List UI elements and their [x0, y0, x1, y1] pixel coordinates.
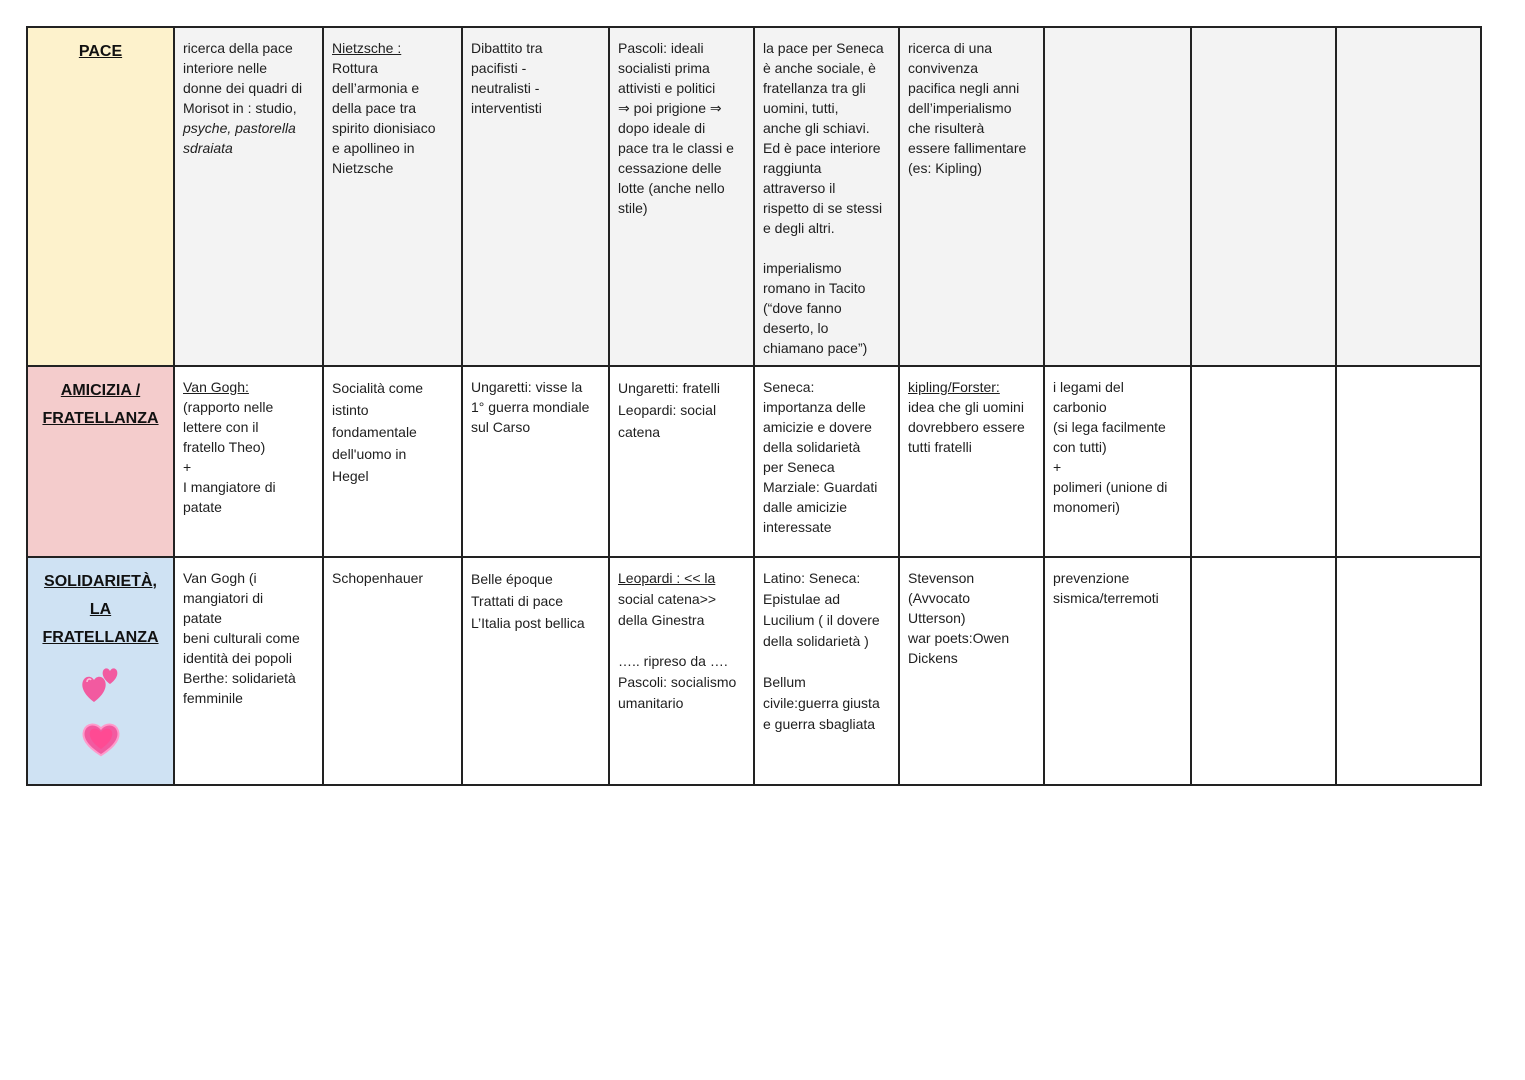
cell-line: Hegel [332, 468, 369, 484]
cell-line: che risulterà [908, 120, 985, 136]
cell-line: Stevenson [908, 570, 975, 586]
cell-line: Pascoli: socialismo [618, 674, 737, 690]
cell-line: monomeri) [1053, 499, 1120, 515]
cell-line: lettere con il [183, 419, 259, 435]
cell-line: e apollineo in [332, 140, 415, 156]
cell-line: Nietzsche : [332, 40, 402, 56]
cell-line: romano in Tacito [763, 280, 866, 296]
cell-line: cessazione delle [618, 160, 722, 176]
cell-solidarieta-7 [1044, 557, 1191, 785]
cell-line [763, 238, 890, 258]
cell-pace-6 [899, 27, 1044, 366]
cell-pace-1 [174, 27, 323, 366]
cell-line: civile:guerra giusta [763, 695, 880, 711]
cell-line: catena [618, 424, 661, 440]
cell-pace-2 [323, 27, 462, 366]
cell-line: L’Italia post bellica [471, 615, 585, 631]
cell-line [763, 652, 890, 672]
cell-line: deserto, lo [763, 320, 829, 336]
cell-line: Dibattito tra [471, 40, 543, 56]
cell-line: Seneca: [763, 379, 815, 395]
cell-line: imperialismo [763, 260, 842, 276]
cell-line: psyche, pastorella [183, 120, 296, 136]
cell-line: femminile [183, 690, 243, 706]
cell-line: convivenza [908, 60, 979, 76]
cell-amicizia-6 [899, 366, 1044, 557]
cell-line: dell’armonia e [332, 80, 420, 96]
cell-line [618, 631, 745, 651]
cell-line: pace tra le classi e [618, 140, 734, 156]
cell-line: dalle amicizie [763, 499, 848, 515]
cell-line: raggiunta [763, 160, 822, 176]
cell-line: della Ginestra [618, 612, 705, 628]
cell-line: mangiatori di [183, 590, 264, 606]
cell-line: fondamentale [332, 424, 417, 440]
cell-amicizia-3 [462, 366, 609, 557]
cell-line: (rapporto nelle [183, 399, 274, 415]
cell-line: (Avvocato [908, 590, 970, 606]
cell-line: Belle époque [471, 571, 553, 587]
cell-line: sismica/terremoti [1053, 590, 1159, 606]
cell-line: Van Gogh: [183, 379, 249, 395]
cell-line: dopo ideale di [618, 120, 706, 136]
cell-line: Leopardi: social [618, 402, 717, 418]
cell-line: beni culturali come [183, 630, 300, 646]
cell-line: spirito dionisiaco [332, 120, 436, 136]
cell-line: e guerra sbagliata [763, 716, 876, 732]
cell-line: la pace per Seneca [763, 40, 884, 56]
cell-line: idea che gli uomini [908, 399, 1024, 415]
cell-line: prevenzione [1053, 570, 1130, 586]
cell-line: per Seneca [763, 459, 835, 475]
label-line: AMICIZIA / [60, 382, 141, 399]
cell-pace-9 [1336, 27, 1481, 366]
label-line: FRATELLANZA [42, 410, 159, 427]
cell-line: ⇒ poi prigione ⇒ [618, 100, 722, 116]
cell-line: Pascoli: ideali [618, 40, 704, 56]
cell-line: interiore nelle [183, 60, 268, 76]
cell-line: 1° guerra mondiale [471, 399, 590, 415]
cell-line: kipling/Forster: [908, 379, 1000, 395]
cell-line: carbonio [1053, 399, 1107, 415]
cell-solidarieta-8 [1191, 557, 1336, 785]
cell-line: fratellanza tra gli [763, 80, 866, 96]
cell-line: Leopardi : << la [618, 570, 716, 586]
cell-line: Latino: Seneca: [763, 570, 861, 586]
label-line: FRATELLANZA [42, 629, 159, 646]
cell-pace-5 [754, 27, 899, 366]
cell-line: Nietzsche [332, 160, 394, 176]
cell-line: dell’imperialismo [908, 100, 1012, 116]
cell-line: Utterson) [908, 610, 966, 626]
hearts-emoji-group [32, 662, 169, 758]
cell-line: identità dei popoli [183, 650, 292, 666]
cell-line: della pace tra [332, 100, 417, 116]
cell-line: patate [183, 499, 222, 515]
cell-line: amicizie e dovere [763, 419, 872, 435]
cell-line: dovrebbero essere [908, 419, 1025, 435]
cell-pace-7 [1044, 27, 1191, 366]
cell-line: (es: Kipling) [908, 160, 982, 176]
cell-line: uomini, tutti, [763, 100, 839, 116]
cell-line: attivisti e politici [618, 80, 716, 96]
cell-line: dell'uomo in [332, 446, 407, 462]
cell-amicizia-4 [609, 366, 754, 557]
cell-line: lotte (anche nello [618, 180, 725, 196]
cell-line: Dickens [908, 650, 958, 666]
cell-line: della solidarietà [763, 439, 861, 455]
cell-line: anche gli schiavi. [763, 120, 870, 136]
cell-line: ricerca della pace [183, 40, 293, 56]
cell-line: Rottura [332, 60, 378, 76]
cell-line: istinto [332, 402, 369, 418]
cell-solidarieta-3 [462, 557, 609, 785]
cell-line: polimeri (unione di [1053, 479, 1168, 495]
cell-line: neutralisti - [471, 80, 540, 96]
cell-pace-8 [1191, 27, 1336, 366]
cell-line: Bellum [763, 674, 806, 690]
cell-solidarieta-6 [899, 557, 1044, 785]
cell-line: ….. ripreso da …. [618, 653, 728, 669]
label-pace [27, 27, 174, 366]
cell-line: donne dei quadri di [183, 80, 303, 96]
cell-amicizia-2 [323, 366, 462, 557]
cell-line: e degli altri. [763, 220, 835, 236]
cell-line: Trattati di pace [471, 593, 564, 609]
label-line: SOLIDARIETÀ, [44, 573, 157, 590]
cell-line: (si lega facilmente [1053, 419, 1166, 435]
row-pace [27, 27, 1481, 366]
cell-line: Ed è pace interiore [763, 140, 881, 156]
cell-line: socialisti prima [618, 60, 710, 76]
cell-line: attraverso il [763, 180, 836, 196]
cell-line: pacifica negli anni [908, 80, 1020, 96]
cell-line: + [183, 459, 192, 475]
cell-solidarieta-9 [1336, 557, 1481, 785]
row-amicizia [27, 366, 1481, 557]
cell-line: sul Carso [471, 419, 531, 435]
growing-heart-icon [79, 714, 123, 758]
cell-solidarieta-5 [754, 557, 899, 785]
cell-line: interessate [763, 519, 832, 535]
cell-line: rispetto di se stessi [763, 200, 883, 216]
cell-line: tutti fratelli [908, 439, 972, 455]
cell-line: + [1053, 459, 1062, 475]
cell-amicizia-9 [1336, 366, 1481, 557]
cell-line: pacifisti - [471, 60, 527, 76]
cell-pace-3 [462, 27, 609, 366]
cell-line: umanitario [618, 695, 684, 711]
cell-line: Ungaretti: fratelli [618, 380, 720, 396]
cell-line: social catena>> [618, 591, 717, 607]
cell-solidarieta-4 [609, 557, 754, 785]
cell-line: essere fallimentare [908, 140, 1027, 156]
cell-line: con tutti) [1053, 439, 1107, 455]
cell-line: interventisti [471, 100, 542, 116]
cell-line: ricerca di una [908, 40, 993, 56]
cell-line: Lucilium ( il dovere [763, 612, 880, 628]
cell-solidarieta-1 [174, 557, 323, 785]
cell-line: Morisot in : studio, [183, 100, 297, 116]
cell-line: Epistulae ad [763, 591, 841, 607]
cell-amicizia-1 [174, 366, 323, 557]
notes-table [26, 26, 1482, 786]
cell-solidarieta-2 [323, 557, 462, 785]
cell-line: sdraiata [183, 140, 233, 156]
cell-line: Socialità come [332, 380, 424, 396]
cell-amicizia-5 [754, 366, 899, 557]
label-line: LA [89, 601, 112, 618]
cell-line: (“dove fanno [763, 300, 842, 316]
row-solidarieta [27, 557, 1481, 785]
cell-line: importanza delle [763, 399, 866, 415]
cell-line: della solidarietà ) [763, 633, 869, 649]
cell-line: fratello Theo) [183, 439, 266, 455]
cell-line: stile) [618, 200, 648, 216]
cell-line: chiamano pace”) [763, 340, 868, 356]
cell-line: i legami del [1053, 379, 1124, 395]
cell-line: Marziale: Guardati [763, 479, 878, 495]
cell-line: I mangiatore di [183, 479, 276, 495]
cell-line: war poets:Owen [908, 630, 1010, 646]
cell-line: Schopenhauer [332, 570, 424, 586]
cell-line: Berthe: solidarietà [183, 670, 296, 686]
cell-amicizia-7 [1044, 366, 1191, 557]
cell-amicizia-8 [1191, 366, 1336, 557]
cell-line: Van Gogh (i [183, 570, 257, 586]
label-line: PACE [78, 43, 123, 60]
label-solidarieta [27, 557, 174, 785]
cell-pace-4 [609, 27, 754, 366]
two-hearts-icon [79, 662, 123, 706]
cell-line: Ungaretti: visse la [471, 379, 583, 395]
cell-line: patate [183, 610, 222, 626]
cell-line: è anche sociale, è [763, 60, 876, 76]
label-amicizia [27, 366, 174, 557]
